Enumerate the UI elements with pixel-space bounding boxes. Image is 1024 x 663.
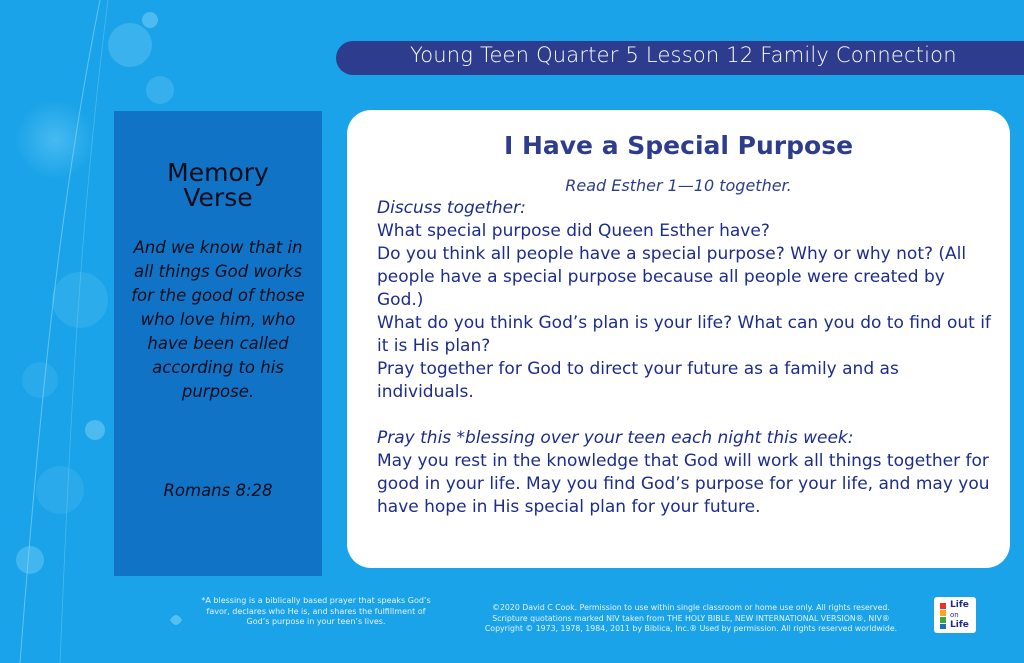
lesson-body bbox=[377, 197, 992, 519]
lesson-title: I Have a Special Purpose bbox=[503, 131, 854, 160]
copyright-line-3: Copyright © 1973, 1978, 1984, 2011 by Biblica, Inc.® Used by permission. All rights reserved worldwide. bbox=[484, 624, 898, 633]
memory-verse-text: And we know that in all things God works for the good of those who love him, who have been called according to his purpose. bbox=[131, 238, 305, 401]
copyright-line-2: Scripture quotations marked NIV taken from THE HOLY BIBLE, NEW INTERNATIONAL VERSION®, NIV® bbox=[492, 613, 890, 623]
blessing-text: May you rest in the knowledge that God will work all things together for good in your life. May you find God’s purpose for your life, and may you have hope in His special plan for your future. bbox=[377, 451, 990, 517]
logo-word-2: on bbox=[950, 611, 959, 619]
copyright-notice bbox=[452, 603, 930, 635]
question-2: Do you think all people have a special purpose? Why or why not? (All people have a special purpose because all people were created by God.) bbox=[377, 244, 967, 310]
logo-word-1: Life bbox=[950, 600, 969, 610]
discuss-heading: Discuss together: bbox=[377, 198, 526, 218]
question-4: Pray together for God to direct your future as a family and as individuals. bbox=[377, 359, 899, 402]
question-1: What special purpose did Queen Esther have? bbox=[377, 221, 770, 241]
memory-verse-title-line1: Memory bbox=[167, 158, 269, 187]
logo-word-3: Life bbox=[950, 620, 969, 630]
logo-stripes-icon bbox=[940, 603, 946, 629]
lesson-subtitle: Read Esther 1—10 together. bbox=[565, 176, 792, 195]
memory-verse-title bbox=[114, 160, 322, 210]
question-3: What do you think God’s plan is your life? What can you do to find out if it is His plan? bbox=[377, 313, 991, 356]
blessing-heading: Pray this *blessing over your teen each night this week: bbox=[377, 428, 854, 448]
header-title: Young Teen Quarter 5 Lesson 12 Family Connection bbox=[410, 43, 957, 67]
memory-verse-title-line2: Verse bbox=[183, 183, 253, 212]
memory-verse-reference: Romans 8:28 bbox=[163, 481, 273, 500]
logo-text bbox=[950, 600, 974, 630]
copyright-line-1: ©2020 David C Cook. Permission to use within single classroom or home use only. All rights reserved. bbox=[492, 603, 890, 612]
blessing-footnote: *A blessing is a biblically based prayer that speaks God’s favor, declares who He is, and shares the fulfillment of God’s purpose in your teen’s lives. bbox=[201, 596, 431, 626]
